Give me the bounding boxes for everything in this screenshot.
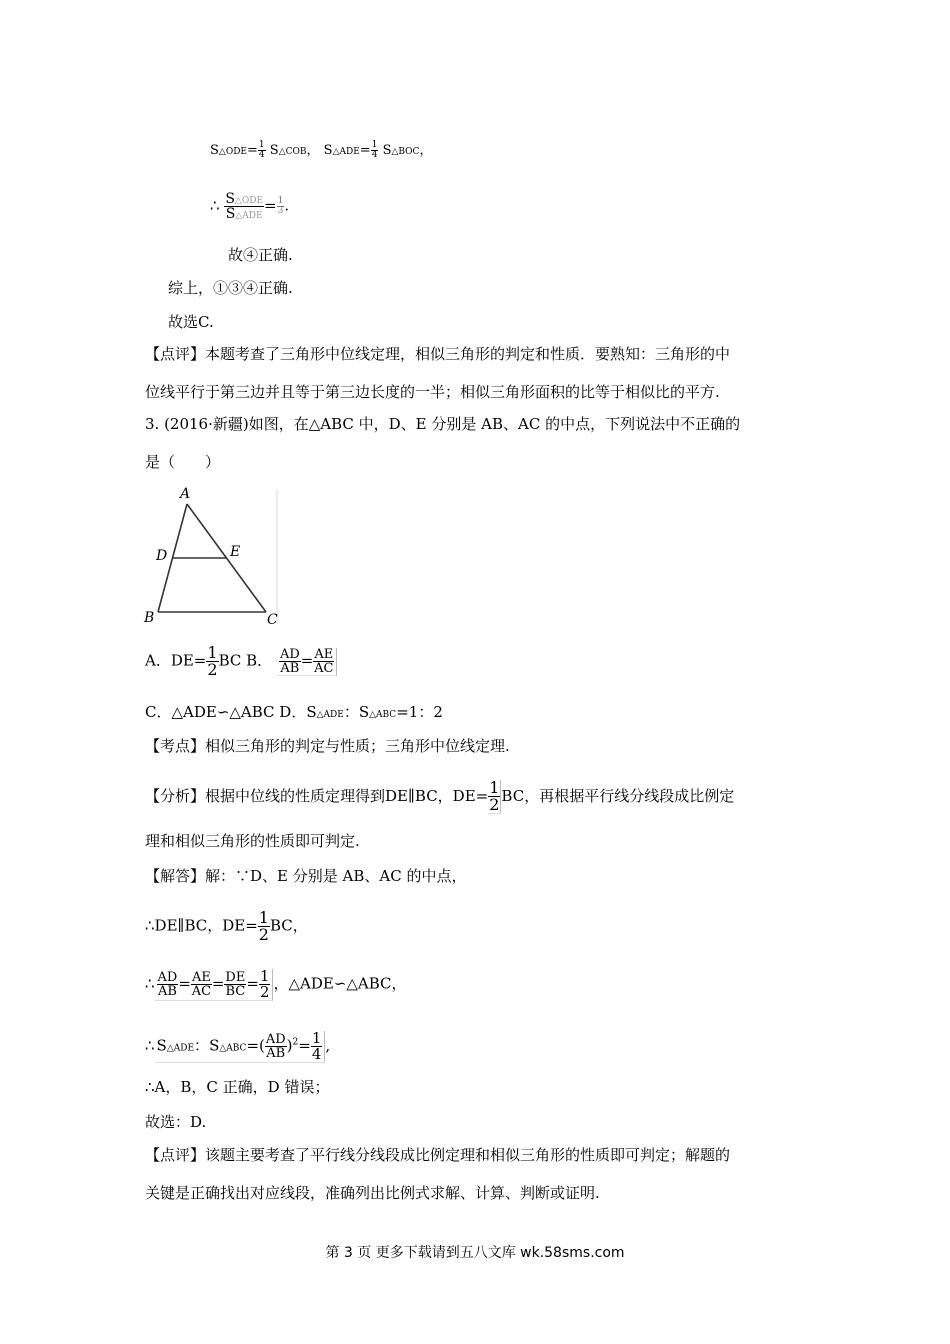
review-paragraph-2b: 关键是正确找出对应线段，准确列出比例式求解、计算、判断或证明. bbox=[145, 1184, 600, 1202]
option-b-formula: $\frac{AD}{AB}$ = $\frac{AE}{AC}$ bbox=[277, 648, 337, 676]
answer-line: 故选C. bbox=[168, 313, 214, 331]
label-a: A bbox=[180, 486, 191, 502]
triangle-figure bbox=[140, 484, 285, 629]
fenxi-line-1: 【分析】根据中位线的性质定理得到DE∥BC，DE= $\frac{1}{2}$ BC，再根据平行线分线段成比例定 bbox=[145, 778, 735, 814]
review-paragraph-1b: 位线平行于第三边并且等于第三边长度的一半；相似三角形面积的比等于相似比的平方. bbox=[145, 383, 720, 401]
fenxi-line-2: 理和相似三角形的性质即可判定. bbox=[145, 832, 360, 850]
label-e: E bbox=[230, 544, 241, 560]
fraction-quarter: $\frac{1}{4}$ bbox=[371, 140, 378, 160]
area-ratio-fraction: $\frac{\text{S△ODE}}{\text{S△ADE}}$ bbox=[225, 191, 264, 222]
ratio-chain: $\frac{AD}{AB}$ = $\frac{AE}{AC}$ = $\frac{DE}{BC}$ = $\frac{1}{2}$ bbox=[155, 969, 274, 1001]
area-ratio-line: ∴ $\frac{\text{S△ODE}}{\text{S△ADE}}$ = $\frac{1}{3}$ . bbox=[210, 191, 290, 222]
page-footer: 第 3 页 更多下载请到五八文库 wk.58sms.com bbox=[325, 1245, 625, 1261]
option-c-d: C．△ADE∽△ABC D．S△ADE：S△ABC=1：2 bbox=[145, 703, 443, 721]
summary-line: 综上，①③④正确. bbox=[168, 279, 293, 297]
fraction-half: $\frac{1}{2}$ bbox=[489, 778, 500, 814]
review-paragraph-1a: 【点评】本题考查了三角形中位线定理，相似三角形的判定和性质．要熟知：三角形的中 bbox=[145, 345, 731, 363]
fraction-quarter: $\frac{1}{4}$ bbox=[258, 140, 265, 160]
solution-step-2: ∴ $\frac{AD}{AB}$ = $\frac{AE}{AC}$ = $\frac{DE}{BC}$ = $\frac{1}{2}$ ，△ADE∽△ABC， bbox=[145, 967, 407, 1001]
label-d: D bbox=[156, 548, 168, 564]
solution-step-5: 故选：D. bbox=[145, 1113, 207, 1131]
review-paragraph-2a: 【点评】该题主要考查了平行线分线段成比例定理和相似三角形的性质即可判定；解题的 bbox=[145, 1146, 731, 1164]
label-b: B bbox=[144, 610, 155, 626]
fraction-half: $\frac{1}{2}$ bbox=[258, 908, 269, 944]
kaodian-line: 【考点】相似三角形的判定与性质；三角形中位线定理. bbox=[145, 737, 510, 755]
option-a-b: A．DE= $\frac{1}{2}$ BC B． $\frac{AD}{AB}$ = $\frac{AE}{AC}$ bbox=[145, 645, 337, 678]
label-c: C bbox=[267, 612, 278, 628]
fraction-half: $\frac{1}{2}$ bbox=[207, 643, 218, 679]
solution-step-1: ∴DE∥BC，DE= $\frac{1}{2}$ BC， bbox=[145, 908, 308, 944]
area-relation-line: S△ODE= $\frac{1}{4}$ S△COB， S△ADE= $\frac{1}{4}$ S△BOC， bbox=[210, 140, 433, 160]
solution-step-4: ∴A，B，C 正确，D 错误； bbox=[145, 1078, 330, 1096]
area-ratio-formula: S△ADE：S△ABC=( $\frac{AD}{AB}$ )$^2$= $\frac{1}{4}$ bbox=[155, 1031, 326, 1063]
question-3-line-2: 是（ ） bbox=[145, 453, 221, 471]
jieda-line: 【解答】解：∵D、E 分别是 AB、AC 的中点， bbox=[145, 867, 467, 885]
conclusion-four: 故④正确. bbox=[228, 246, 293, 264]
solution-step-3: ∴ S△ADE：S△ABC=( $\frac{AD}{AB}$ )$^2$= $\frac{1}{4}$ , bbox=[145, 1029, 331, 1063]
fraction-third: $\frac{1}{3}$ bbox=[277, 196, 284, 216]
question-3-line-1: 3. (2016·新疆)如图，在△ABC 中，D、E 分别是 AB、AC 的中点，下列说法中不正确的 bbox=[145, 415, 741, 433]
